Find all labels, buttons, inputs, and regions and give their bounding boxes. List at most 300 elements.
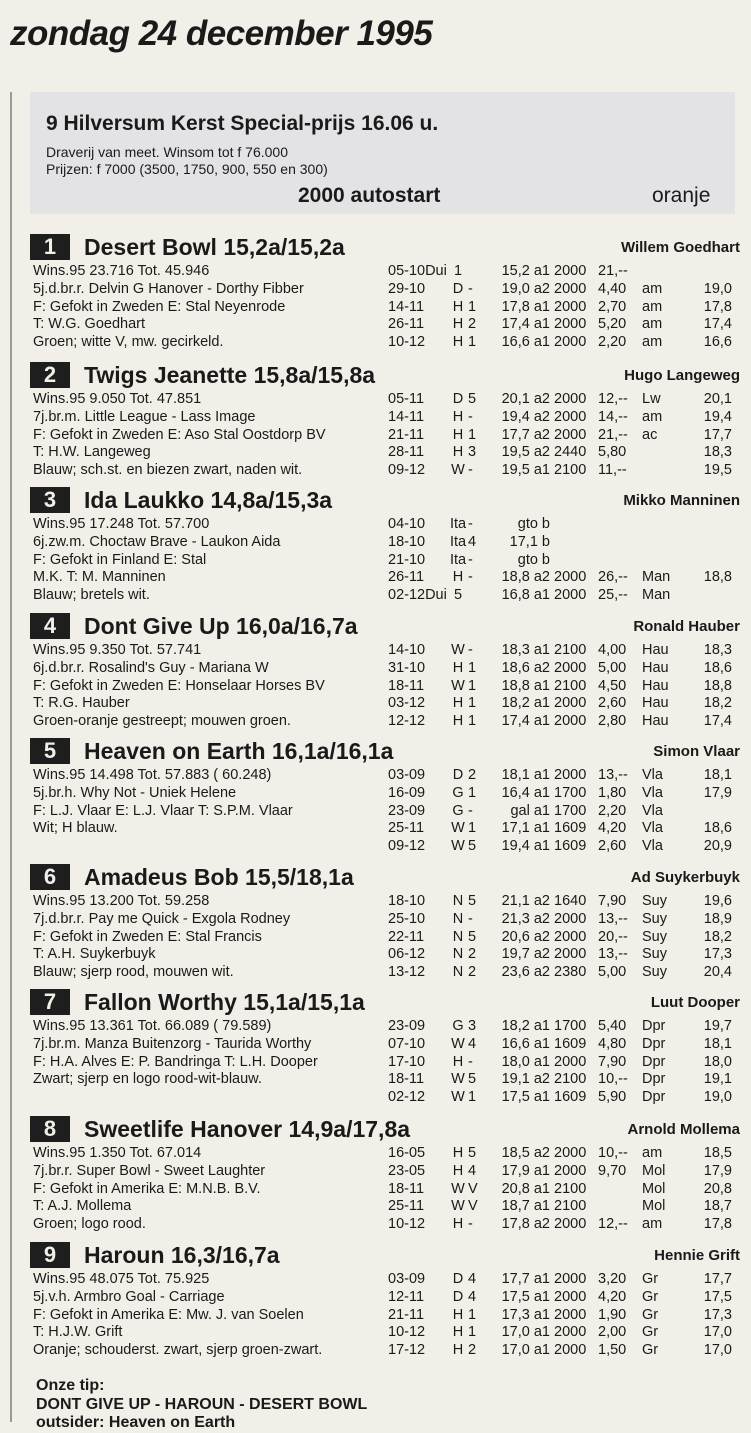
horse-entry bbox=[30, 862, 740, 981]
info-line: Groen; witte V, mw. gecirkeld. bbox=[33, 334, 224, 351]
result-cell: 10,-- bbox=[598, 1071, 628, 1088]
result-cell: Gr bbox=[642, 1288, 659, 1305]
result-cell: N bbox=[452, 946, 464, 963]
result-cell: 2100 bbox=[554, 677, 587, 694]
result-cell: 18,3 bbox=[703, 444, 732, 461]
result-cell: Dpr bbox=[642, 1035, 666, 1052]
result-cell: 5,20 bbox=[598, 316, 627, 333]
result-cell: 10,-- bbox=[598, 1145, 628, 1161]
result-cell: 07-10 bbox=[388, 1035, 426, 1052]
result-cell: 2,20 bbox=[598, 802, 627, 819]
result-cell: am bbox=[642, 1145, 663, 1161]
result-cell: 17,4 a1 bbox=[501, 316, 550, 333]
result-cell: 18,8 bbox=[703, 677, 732, 694]
result-cell: 20,1 bbox=[703, 391, 732, 407]
result-cell: 2,20 bbox=[598, 334, 627, 351]
result-cell: 25-11 bbox=[388, 820, 425, 837]
result-cell: 1 bbox=[468, 1306, 477, 1323]
info-line: 5j.v.h. Armbro Goal - Carriage bbox=[33, 1288, 225, 1305]
result-cell: 2000 bbox=[554, 659, 587, 676]
result-row bbox=[388, 713, 740, 731]
horse-info bbox=[33, 263, 383, 352]
result-cell: W bbox=[451, 820, 465, 837]
result-row bbox=[388, 1071, 740, 1089]
result-cell: H bbox=[452, 426, 464, 443]
result-cell: W bbox=[451, 1089, 465, 1106]
result-cell: Man bbox=[642, 587, 671, 604]
result-cell: 2440 bbox=[554, 444, 587, 461]
result-row bbox=[388, 642, 740, 660]
info-line: F: Gefokt in Finland E: Stal bbox=[33, 551, 207, 568]
result-cell: 18,6 bbox=[703, 820, 732, 837]
result-row bbox=[388, 929, 740, 947]
result-cell: 2 bbox=[468, 767, 477, 783]
result-cell: W bbox=[451, 462, 465, 479]
result-cell: 18-11 bbox=[388, 1071, 425, 1088]
result-cell: 17-12 bbox=[388, 1342, 426, 1359]
result-cell: 2000 bbox=[554, 928, 587, 945]
info-line: 7j.d.br.r. Pay me Quick - Exgola Rodney bbox=[33, 910, 291, 927]
result-cell: 5 bbox=[468, 1145, 477, 1161]
result-cell: G bbox=[452, 784, 464, 801]
result-cell: Suy bbox=[642, 964, 667, 981]
result-cell: - bbox=[468, 910, 473, 927]
info-line: Blauw; bretels wit. bbox=[33, 587, 150, 604]
result-cell: 13,-- bbox=[598, 910, 628, 927]
result-row bbox=[388, 516, 740, 534]
result-cell: 2000 bbox=[554, 587, 587, 604]
result-row bbox=[388, 820, 740, 838]
result-cell: 1609 bbox=[554, 1035, 587, 1052]
result-row bbox=[388, 1271, 740, 1289]
result-cell: 17,9 bbox=[703, 784, 732, 801]
info-line: F: Gefokt in Amerika E: Mw. J. van Soelen bbox=[33, 1306, 304, 1323]
result-cell: 18,1 a1 bbox=[501, 767, 550, 783]
result-cell: 7,90 bbox=[598, 893, 627, 909]
result-cell: 5,90 bbox=[598, 1089, 627, 1106]
result-cell: Gr bbox=[642, 1342, 659, 1359]
horse-number: 8 bbox=[30, 1116, 70, 1142]
results-table bbox=[388, 1145, 740, 1234]
info-line: Wins.95 23.716 Tot. 45.946 bbox=[33, 263, 210, 279]
result-cell: 25,-- bbox=[598, 587, 628, 604]
info-line: M.K. T: M. Manninen bbox=[33, 569, 166, 586]
result-cell: Dpr bbox=[642, 1089, 666, 1106]
result-cell: 18,0 a1 bbox=[501, 1053, 550, 1070]
horse-number: 9 bbox=[30, 1242, 70, 1268]
tip-outsider: outsider: Heaven on Earth bbox=[36, 1414, 236, 1431]
info-line: Wit; H blauw. bbox=[33, 820, 118, 837]
result-cell: 4 bbox=[468, 1035, 477, 1052]
info-line: Groen-oranje gestreept; mouwen groen. bbox=[33, 713, 291, 730]
result-cell: 2000 bbox=[554, 1216, 587, 1233]
info-line: 7j.br.r. Super Bowl - Sweet Laughter bbox=[33, 1162, 266, 1179]
result-cell: 2000 bbox=[554, 298, 587, 315]
result-cell: Suy bbox=[642, 893, 667, 909]
result-cell: 17,3 bbox=[703, 946, 732, 963]
result-cell: W bbox=[451, 642, 465, 658]
result-cell: 29-10 bbox=[388, 280, 426, 297]
result-cell: 17,5 a1 bbox=[501, 1089, 550, 1106]
result-row bbox=[388, 893, 740, 911]
result-cell: 18,8 bbox=[703, 569, 732, 586]
driver-name: Luut Dooper bbox=[650, 994, 740, 1011]
result-cell: W bbox=[451, 1071, 465, 1088]
result-cell: 1 bbox=[468, 334, 477, 351]
result-cell: 1 bbox=[453, 263, 463, 279]
result-cell: 18,8 a1 bbox=[501, 677, 550, 694]
result-cell: am bbox=[642, 316, 663, 333]
result-cell: 17,8 a2 bbox=[501, 1216, 550, 1233]
info-line: Wins.95 14.498 Tot. 57.883 ( 60.248) bbox=[33, 767, 272, 783]
result-row bbox=[388, 334, 740, 352]
result-cell: Vla bbox=[642, 802, 663, 819]
result-cell: 03-09 bbox=[388, 767, 426, 783]
result-cell: 17,9 bbox=[703, 1162, 732, 1179]
result-cell: 31-10 bbox=[388, 659, 426, 676]
results-table bbox=[388, 893, 740, 982]
horse-number: 2 bbox=[30, 362, 70, 388]
result-cell: gto b bbox=[517, 516, 550, 532]
result-cell: H bbox=[452, 569, 464, 586]
result-cell: 17,4 bbox=[703, 316, 732, 333]
horse-entry bbox=[30, 1114, 740, 1233]
result-cell: 17,0 bbox=[703, 1342, 732, 1359]
result-cell: - bbox=[468, 569, 473, 586]
result-cell: 17,0 bbox=[703, 1324, 732, 1341]
results-table bbox=[388, 516, 740, 605]
result-cell: 18-10 bbox=[388, 893, 426, 909]
result-cell: 5,40 bbox=[598, 1018, 627, 1034]
result-cell: 09-12 bbox=[388, 462, 426, 479]
result-row bbox=[388, 409, 740, 427]
result-cell: - bbox=[468, 408, 473, 425]
result-cell: 1 bbox=[468, 1089, 477, 1106]
result-cell: 23-09 bbox=[388, 802, 426, 819]
info-line: F: H.A. Alves E: P. Bandringa T: L.H. Dooper bbox=[33, 1053, 318, 1070]
result-row bbox=[388, 1307, 740, 1325]
result-cell: D bbox=[452, 391, 464, 407]
result-cell: 18,0 bbox=[703, 1053, 732, 1070]
result-cell: V bbox=[468, 1198, 478, 1215]
horse-info bbox=[33, 1145, 383, 1234]
result-cell: 5 bbox=[453, 587, 463, 604]
horse-entry bbox=[30, 1240, 740, 1359]
horse-info bbox=[33, 767, 383, 856]
result-cell: 2,00 bbox=[598, 1324, 627, 1341]
horse-header bbox=[30, 1114, 740, 1144]
results-table bbox=[388, 642, 740, 731]
result-cell: Vla bbox=[642, 838, 663, 855]
result-cell: 17,1 a1 bbox=[501, 820, 550, 837]
result-cell: Mol bbox=[642, 1162, 666, 1179]
results-table bbox=[388, 1018, 740, 1107]
horse-name: Amadeus Bob 15,5/18,1a bbox=[84, 863, 354, 890]
info-line: Wins.95 9.350 Tot. 57.741 bbox=[33, 642, 202, 658]
result-cell: Vla bbox=[642, 820, 663, 837]
result-cell: 5,00 bbox=[598, 964, 627, 981]
results-table bbox=[388, 1271, 740, 1360]
result-cell: 18,6 bbox=[703, 659, 732, 676]
horse-header bbox=[30, 987, 740, 1017]
horse-entry bbox=[30, 232, 740, 351]
horse-number: 3 bbox=[30, 487, 70, 513]
info-line: F: L.J. Vlaar E: L.J. Vlaar T: S.P.M. Vlaar bbox=[33, 802, 293, 819]
result-cell: 19,5 bbox=[703, 462, 732, 479]
result-cell: 14-10 bbox=[388, 642, 426, 658]
horse-name: Haroun 16,3/16,7a bbox=[84, 1241, 280, 1268]
race-subtitle-conditions: Draverij van meet. Winsom tot f 76.000 bbox=[46, 144, 288, 160]
result-row bbox=[388, 678, 740, 696]
result-cell: V bbox=[468, 1180, 478, 1197]
info-line: 7j.br.m. Manza Buitenzorg - Taurida Worthy bbox=[33, 1035, 312, 1052]
result-cell: D bbox=[452, 1271, 464, 1287]
info-line bbox=[33, 838, 383, 856]
result-cell: 2000 bbox=[554, 713, 587, 730]
result-cell: 14-11 bbox=[388, 408, 425, 425]
result-cell: 4,20 bbox=[598, 820, 627, 837]
result-row bbox=[388, 1036, 740, 1054]
horse-name: Dont Give Up 16,0a/16,7a bbox=[84, 612, 358, 639]
result-cell: D bbox=[452, 1288, 464, 1305]
result-cell: am bbox=[642, 1216, 663, 1233]
result-cell: 12-11 bbox=[388, 1288, 425, 1305]
result-cell: 21-11 bbox=[388, 426, 425, 443]
results-table bbox=[388, 391, 740, 480]
driver-name: Willem Goedhart bbox=[620, 239, 740, 256]
result-cell: 19,0 bbox=[703, 1089, 732, 1106]
horse-number: 1 bbox=[30, 234, 70, 260]
result-cell: 20,1 a2 bbox=[501, 391, 550, 407]
result-cell: ac bbox=[642, 426, 658, 443]
result-cell: 12-12 bbox=[388, 713, 426, 730]
result-cell: 1640 bbox=[554, 893, 587, 909]
result-cell: 16-05 bbox=[388, 1145, 426, 1161]
tip-picks: DONT GIVE UP - HAROUN - DESERT BOWL bbox=[36, 1395, 368, 1413]
result-cell: 17,8 bbox=[703, 298, 732, 315]
result-row bbox=[388, 1342, 740, 1360]
result-cell: H bbox=[452, 1324, 464, 1341]
horse-name: Sweetlife Hanover 14,9a/17,8a bbox=[84, 1115, 411, 1142]
result-cell: gto b bbox=[517, 551, 550, 568]
result-cell: 17,1 b bbox=[509, 533, 550, 550]
race-subtitle-prizes: Prijzen: f 7000 (3500, 1750, 900, 550 en 300) bbox=[46, 161, 328, 177]
result-row bbox=[388, 444, 740, 462]
result-cell: H bbox=[452, 316, 464, 333]
result-cell: 2000 bbox=[554, 569, 587, 586]
result-cell: 21,-- bbox=[598, 263, 628, 279]
result-cell: 18,2 bbox=[703, 695, 732, 712]
result-cell: am bbox=[642, 298, 663, 315]
result-cell: Ita bbox=[449, 551, 467, 568]
result-cell: 02-12 bbox=[388, 1089, 426, 1106]
result-cell: 5 bbox=[468, 893, 477, 909]
info-line: T: H.W. Langeweg bbox=[33, 444, 151, 461]
info-line: F: Gefokt in Zweden E: Honselaar Horses BV bbox=[33, 677, 325, 694]
result-cell: Gr bbox=[642, 1306, 659, 1323]
info-line: Zwart; sjerp en logo rood-wit-blauw. bbox=[33, 1071, 262, 1088]
result-cell: 21-10 bbox=[388, 551, 426, 568]
result-cell: am bbox=[642, 280, 663, 297]
result-cell: 19,0 a2 bbox=[501, 280, 550, 297]
result-cell: 1700 bbox=[554, 784, 587, 801]
result-row bbox=[388, 964, 740, 982]
result-cell: 16,6 a1 bbox=[501, 334, 550, 351]
result-cell: 4 bbox=[468, 533, 477, 550]
result-cell: 05-10Dui bbox=[388, 263, 447, 279]
result-cell: - bbox=[468, 280, 473, 297]
result-cell: 1609 bbox=[554, 838, 587, 855]
driver-name: Hennie Grift bbox=[654, 1247, 740, 1264]
horse-entry bbox=[30, 736, 740, 855]
result-cell: Man bbox=[642, 569, 671, 586]
driver-name: Arnold Mollema bbox=[627, 1121, 740, 1138]
result-row bbox=[388, 1145, 740, 1163]
result-cell: 18,1 bbox=[703, 1035, 732, 1052]
result-cell: 18,2 a1 bbox=[501, 1018, 550, 1034]
result-cell: 1 bbox=[468, 695, 477, 712]
horse-info bbox=[33, 391, 383, 480]
result-cell: 02-12Dui bbox=[388, 587, 447, 604]
result-cell: 18,7 bbox=[703, 1198, 732, 1215]
result-cell: 3,20 bbox=[598, 1271, 627, 1287]
result-cell: 17,7 bbox=[703, 426, 732, 443]
result-cell: 1700 bbox=[554, 802, 587, 819]
result-cell: 03-09 bbox=[388, 1271, 426, 1287]
result-cell: G bbox=[452, 1018, 464, 1034]
result-cell: 17,7 a1 bbox=[501, 1271, 550, 1287]
result-cell: 2100 bbox=[554, 1198, 587, 1215]
results-table bbox=[388, 767, 740, 856]
result-cell: Vla bbox=[642, 784, 663, 801]
horse-name: Ida Laukko 14,8a/15,3a bbox=[84, 486, 333, 513]
result-cell: 06-12 bbox=[388, 946, 426, 963]
result-cell: 17,0 a1 bbox=[501, 1342, 550, 1359]
info-line: T: A.J. Mollema bbox=[33, 1198, 132, 1215]
result-cell: Vla bbox=[642, 767, 663, 783]
result-cell: 04-10 bbox=[388, 516, 426, 532]
result-cell: 10-12 bbox=[388, 1216, 426, 1233]
result-cell: - bbox=[468, 1053, 473, 1070]
result-cell: 2000 bbox=[554, 426, 587, 443]
result-cell: H bbox=[452, 1342, 464, 1359]
horse-info bbox=[33, 1018, 383, 1107]
result-cell: 3 bbox=[468, 444, 477, 461]
horse-entry bbox=[30, 485, 740, 604]
result-cell: Suy bbox=[642, 910, 667, 927]
race-distance: 2000 autostart bbox=[298, 184, 441, 207]
info-line: Wins.95 13.200 Tot. 59.258 bbox=[33, 893, 210, 909]
horse-header bbox=[30, 360, 740, 390]
result-cell: 14,-- bbox=[598, 408, 628, 425]
result-cell: G bbox=[452, 802, 464, 819]
result-cell: 18,2 a1 bbox=[501, 695, 550, 712]
result-row bbox=[388, 1324, 740, 1342]
result-cell: 09-12 bbox=[388, 838, 426, 855]
horse-name: Twigs Jeanette 15,8a/15,8a bbox=[84, 361, 376, 388]
result-cell: 13,-- bbox=[598, 767, 628, 783]
result-cell: 12,-- bbox=[598, 1216, 628, 1233]
result-cell: 7,90 bbox=[598, 1053, 627, 1070]
result-cell: 4 bbox=[468, 1162, 477, 1179]
info-line: T: W.G. Goedhart bbox=[33, 316, 146, 333]
result-cell: 4 bbox=[468, 1288, 477, 1305]
result-row bbox=[388, 803, 740, 821]
result-cell: 17,8 bbox=[703, 1216, 732, 1233]
tip-block bbox=[36, 1377, 367, 1433]
race-header bbox=[30, 92, 735, 214]
result-cell: Dpr bbox=[642, 1053, 666, 1070]
driver-name: Hugo Langeweg bbox=[624, 367, 740, 384]
result-cell: 18-10 bbox=[388, 533, 426, 550]
info-line: T: H.J.W. Grift bbox=[33, 1324, 123, 1341]
result-row bbox=[388, 1089, 740, 1107]
horse-header bbox=[30, 862, 740, 892]
result-row bbox=[388, 767, 740, 785]
result-cell: Gr bbox=[642, 1324, 659, 1341]
result-cell: 5 bbox=[468, 838, 477, 855]
result-cell: 1,80 bbox=[598, 784, 627, 801]
result-cell: Mol bbox=[642, 1180, 666, 1197]
result-cell: H bbox=[452, 1162, 464, 1179]
horse-name: Heaven on Earth 16,1a/16,1a bbox=[84, 737, 394, 764]
result-cell: 17,7 bbox=[703, 1271, 732, 1287]
result-cell: H bbox=[452, 1053, 464, 1070]
result-cell: 2000 bbox=[554, 280, 587, 297]
horse-entry bbox=[30, 987, 740, 1106]
result-cell: 2000 bbox=[554, 1053, 587, 1070]
result-cell: 16,8 a1 bbox=[501, 587, 550, 604]
info-line: Oranje; schouderst. zwart, sjerp groen-zwart. bbox=[33, 1342, 323, 1359]
result-cell: 20,9 bbox=[703, 838, 732, 855]
result-cell: 2000 bbox=[554, 1145, 587, 1161]
result-cell: 18,1 bbox=[703, 767, 732, 783]
result-row bbox=[388, 1181, 740, 1199]
result-cell: 16,6 a1 bbox=[501, 1035, 550, 1052]
result-cell: 2000 bbox=[554, 263, 587, 279]
result-row bbox=[388, 316, 740, 334]
result-cell: 21-11 bbox=[388, 1306, 425, 1323]
result-cell: 22-11 bbox=[388, 928, 425, 945]
result-cell: 5 bbox=[468, 928, 477, 945]
info-line: F: Gefokt in Zweden E: Aso Stal Oostdorp BV bbox=[33, 426, 326, 443]
result-cell: W bbox=[451, 838, 465, 855]
result-cell: H bbox=[452, 444, 464, 461]
result-cell: 19,1 a2 bbox=[501, 1071, 550, 1088]
result-cell: N bbox=[452, 910, 464, 927]
result-cell: 4,40 bbox=[598, 280, 627, 297]
info-line: 6j.d.br.r. Rosalind's Guy - Mariana W bbox=[33, 659, 269, 676]
result-cell: W bbox=[451, 1035, 465, 1052]
result-cell: 19,5 a2 bbox=[501, 444, 550, 461]
result-cell: 19,4 a1 bbox=[501, 838, 550, 855]
result-cell: 14-11 bbox=[388, 298, 425, 315]
result-cell: 17,9 a1 bbox=[501, 1162, 550, 1179]
info-line: F: Gefokt in Zweden E: Stal Neyenrode bbox=[33, 298, 286, 315]
result-cell: 2000 bbox=[554, 334, 587, 351]
result-cell: W bbox=[451, 1180, 465, 1197]
tip-heading: Onze tip: bbox=[36, 1377, 105, 1394]
info-line: Blauw; sjerp rood, mouwen wit. bbox=[33, 964, 234, 981]
result-cell: - bbox=[468, 802, 473, 819]
horse-name: Fallon Worthy 15,1a/15,1a bbox=[84, 988, 365, 1015]
result-cell: Hau bbox=[642, 642, 669, 658]
result-cell: 10-12 bbox=[388, 1324, 426, 1341]
result-cell: H bbox=[452, 659, 464, 676]
result-cell: Dpr bbox=[642, 1071, 666, 1088]
result-row bbox=[388, 534, 740, 552]
result-cell: 12,-- bbox=[598, 391, 628, 407]
